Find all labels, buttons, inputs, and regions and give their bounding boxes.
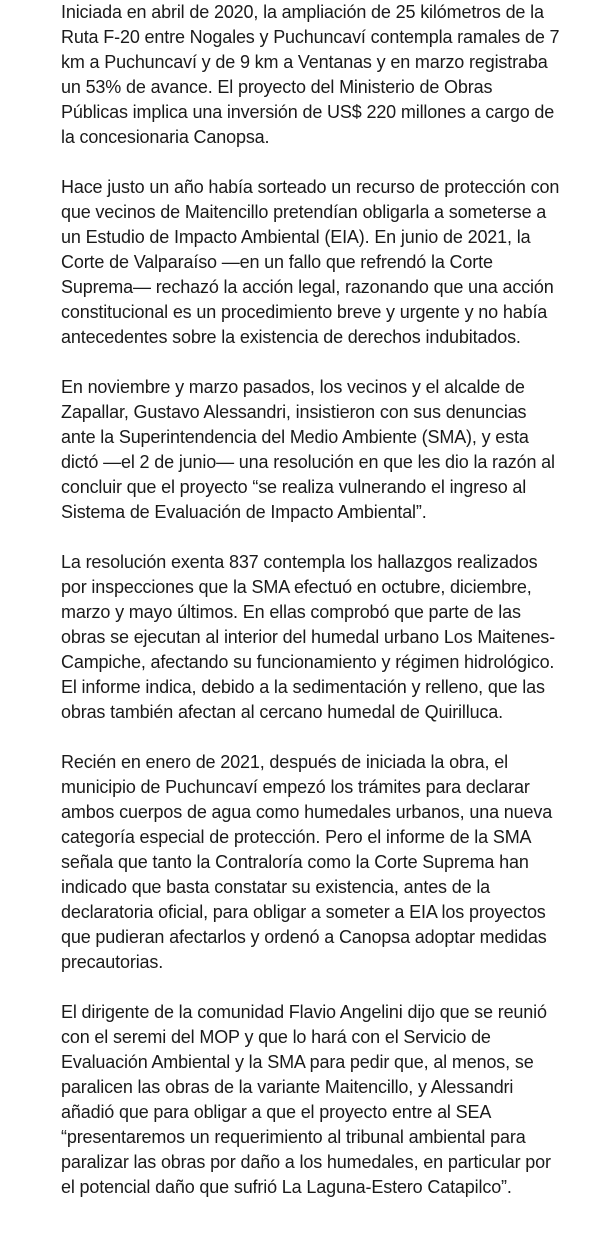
article-paragraph-4: La resolución exenta 837 contempla los hallazgos realizados por inspecciones que la SMA efectuó en octubre, diciembre, marzo y mayo últimos. En ellas comprobó que parte de las obras se ejecutan al interior del humedal urbano Los Maitenes-Campiche, afectando su funcionamiento y régimen hidrológico. El informe indica, debido a la sedimentación y relleno, que las obras también afectan al cercano humedal de Quirilluca. bbox=[61, 552, 555, 722]
article-paragraph-5: Recién en enero de 2021, después de iniciada la obra, el municipio de Puchuncaví empezó los trámites para declarar ambos cuerpos de agua como humedales urbanos, una nueva categoría especial de protección. Pero el informe de la SMA señala que tanto la Contraloría como la Corte Suprema han indicado que basta constatar su existencia, antes de la declaratoria oficial, para obligar a someter a EIA los proyectos que pudieran afectarlos y ordenó a Canopsa adoptar medidas precautorias. bbox=[61, 752, 553, 972]
article-paragraph-2: Hace justo un año había sorteado un recurso de protección con que vecinos de Maitencillo pretendían obligarla a someterse a un Estudio de Impacto Ambiental (EIA). En junio de 2021, la Corte de Valparaíso —en un fallo que refrendó la Corte Suprema— rechazó la acción legal, razonando que una acción constitucional es un procedimiento breve y urgente y no había antecedentes sobre la existencia de derechos indubitados. bbox=[61, 177, 560, 347]
article-body bbox=[61, 0, 561, 1225]
article-paragraph-3: En noviembre y marzo pasados, los vecinos y el alcalde de Zapallar, Gustavo Alessandri, insistieron con sus denuncias ante la Superintendencia del Medio Ambiente (SMA), y esta dictó —el 2 de junio— una resolución en que les dio la razón al concluir que el proyecto “se realiza vulnerando el ingreso al Sistema de Evaluación de Impacto Ambiental”. bbox=[61, 377, 555, 522]
article-paragraph-1: Iniciada en abril de 2020, la ampliación de 25 kilómetros de la Ruta F-20 entre Nogales y Puchuncaví contempla ramales de 7 km a Puchuncaví y de 9 km a Ventanas y en marzo registraba un 53% de avance. El proyecto del Ministerio de Obras Públicas implica una inversión de US$ 220 millones a cargo de la concesionaria Canopsa. bbox=[61, 2, 560, 147]
article-paragraph-6: El dirigente de la comunidad Flavio Angelini dijo que se reunió con el seremi del MOP y que lo hará con el Servicio de Evaluación Ambiental y la SMA para pedir que, al menos, se paralicen las obras de la variante Maitencillo, y Alessandri añadió que para obligar a que el proyecto entre al SEA “presentaremos un requerimiento al tribunal ambiental para paralizar las obras por daño a los humedales, en particular por el potencial daño que sufrió La Laguna-Estero Catapilco”. bbox=[61, 1002, 551, 1197]
